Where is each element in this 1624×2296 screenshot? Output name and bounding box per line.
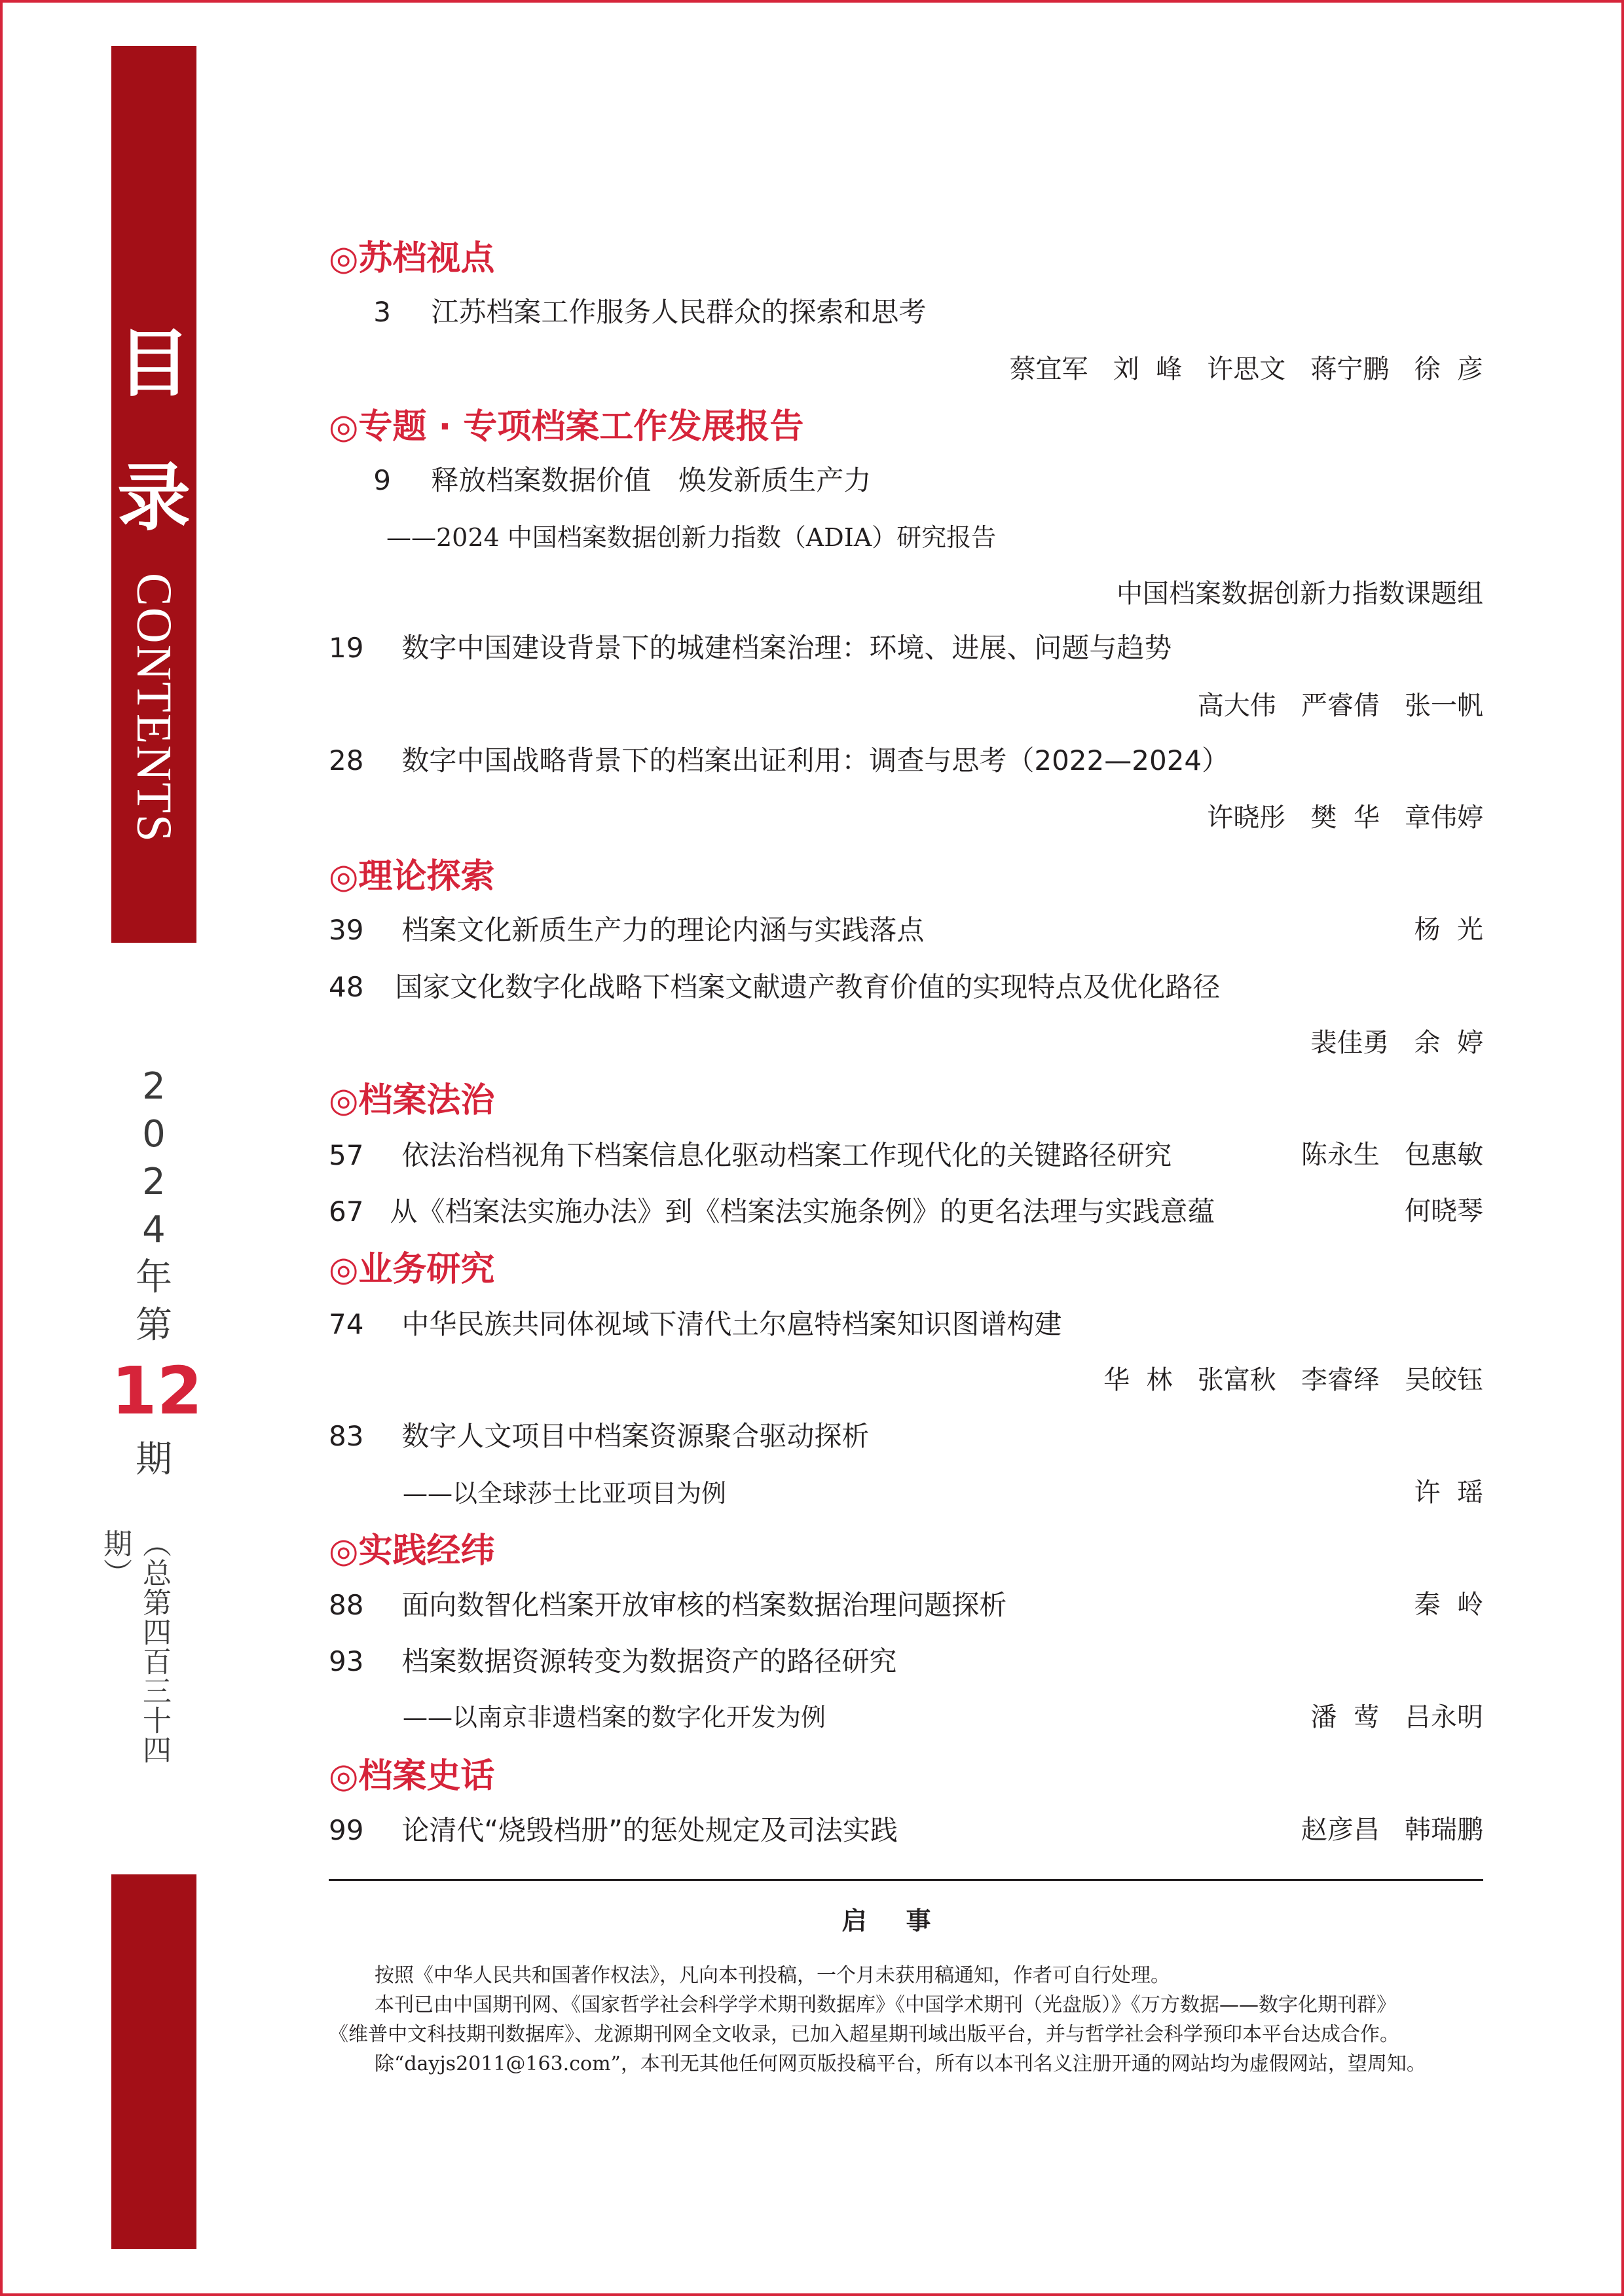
issue-number: 12 <box>111 1353 203 1429</box>
toc-entry[interactable] <box>329 1420 869 1453</box>
sidebar-red-bar-bottom <box>111 1874 196 2249</box>
notice-title: 启事 <box>841 1906 970 1935</box>
toc-entry[interactable] <box>329 464 871 497</box>
article-authors: 陈永生 包惠敏 <box>1301 1140 1483 1170</box>
toc-entry[interactable] <box>329 1645 896 1678</box>
notice-paragraph: 按照《中华人民共和国著作权法》，凡向本刊投稿，一个月未获用稿通知，作者可自行处理。 <box>375 1964 1170 1987</box>
notice-paragraph: 除“dayjs2011@163.com”，本刊无其他任何网页版投稿平台，所有以本刊名义注册开通的网站均为虚假网站，望周知。 <box>375 2052 1426 2075</box>
year-digit: 0 <box>142 1113 166 1156</box>
article-title: 国家文化数字化战略下档案文献遗产教育价值的实现特点及优化路径 <box>395 971 1221 1003</box>
article-title: 数字中国战略背景下的档案出证利用：调查与思考（2022—2024） <box>401 744 1230 776</box>
article-authors: 潘 莺 吕永明 <box>1310 1702 1483 1732</box>
sidebar-title-mu: 目 <box>117 321 191 407</box>
page-number: 39 <box>329 914 364 946</box>
article-title: 中华民族共同体视域下清代土尔扈特档案知识图谱构建 <box>401 1308 1062 1340</box>
article-authors: 蔡宜军 刘 峰 许思文 蒋宁鹏 徐 彦 <box>1009 354 1483 384</box>
page-number: 19 <box>329 632 364 664</box>
article-title: 档案数据资源转变为数据资产的路径研究 <box>401 1645 897 1677</box>
article-title: 数字中国建设背景下的城建档案治理：环境、进展、问题与趋势 <box>401 632 1172 664</box>
page-number: 57 <box>329 1139 364 1171</box>
issue-suffix: 期 <box>136 1438 172 1481</box>
page-number: 74 <box>329 1308 364 1340</box>
article-title: 依法治档视角下档案信息化驱动档案工作现代化的关键路径研究 <box>401 1139 1172 1171</box>
article-title: 论清代“烧毁档册”的惩处规定及司法实践 <box>401 1814 898 1846</box>
article-authors: 裴佳勇 余 婷 <box>1310 1028 1483 1058</box>
page-number: 28 <box>329 744 364 776</box>
notice-paragraph: 《维普中文科技期刊数据库》、龙源期刊网全文收录，已加入超星期刊域出版平台，并与哲学社会科学预印本平台达成合作。 <box>329 2023 1399 2046</box>
article-authors: 秦 岭 <box>1414 1590 1483 1620</box>
toc-entry[interactable] <box>329 1308 1061 1341</box>
sidebar-title-contents: CONTENTS <box>126 573 181 843</box>
issue-prefix: 第 <box>136 1304 172 1347</box>
article-authors: 中国档案数据创新力指数课题组 <box>1116 579 1483 609</box>
page-number: 83 <box>329 1420 364 1452</box>
article-authors: 华 林 张富秋 李睿绎 吴皎钰 <box>1103 1365 1483 1395</box>
article-subtitle: ——2024 中国档案数据创新力指数（ADIA）研究报告 <box>386 523 997 552</box>
toc-entry[interactable] <box>329 1589 1006 1622</box>
section-title: ◎档案法治 <box>329 1081 495 1120</box>
section-title: ◎理论探索 <box>329 857 495 896</box>
sidebar-title-lu: 录 <box>117 456 191 541</box>
section-title: ◎档案史话 <box>329 1757 495 1796</box>
article-authors: 许 瑶 <box>1414 1478 1483 1508</box>
year-char: 年 <box>136 1256 172 1299</box>
year-digit: 2 <box>142 1065 166 1108</box>
article-title: 数字人文项目中档案资源聚合驱动探析 <box>401 1420 870 1452</box>
article-title: 面向数智化档案开放审核的档案数据治理问题探析 <box>401 1589 1007 1621</box>
section-title: ◎苏档视点 <box>329 239 495 278</box>
toc-entry[interactable] <box>329 914 924 947</box>
article-subtitle: ——以南京非遗档案的数字化开发为例 <box>403 1703 826 1732</box>
toc-entry[interactable] <box>329 744 1229 777</box>
divider-rule <box>329 1879 1483 1881</box>
article-title: 释放档案数据价值 焕发新质生产力 <box>431 464 872 496</box>
toc-entry[interactable] <box>329 971 1220 1004</box>
toc-entry[interactable] <box>329 1195 1215 1228</box>
article-title: 从《档案法实施办法》到《档案法实施条例》的更名法理与实践意蕴 <box>390 1195 1215 1228</box>
page-number: 48 <box>329 971 364 1003</box>
page-number: 9 <box>373 464 391 496</box>
toc-entry[interactable] <box>329 296 926 329</box>
year-digit: 2 <box>142 1161 166 1203</box>
page-number: 93 <box>329 1645 364 1677</box>
toc-entry[interactable] <box>329 1814 898 1847</box>
article-subtitle: ——以全球莎士比亚项目为例 <box>403 1479 727 1508</box>
article-authors: 何晓琴 <box>1405 1196 1483 1226</box>
page-number: 99 <box>329 1814 364 1846</box>
article-authors: 许晓彤 樊 华 章伟婷 <box>1207 803 1483 833</box>
article-authors: 赵彦昌 韩瑞鹏 <box>1301 1815 1483 1845</box>
year-digit: 4 <box>142 1209 166 1251</box>
toc-entry[interactable] <box>329 632 1172 665</box>
total-issue: （总第四百三十四期） <box>98 1529 171 1764</box>
toc-entry[interactable] <box>329 1139 1172 1172</box>
notice-paragraph: 本刊已由中国期刊网、《国家哲学社会科学学术期刊数据库》《中国学术期刊（光盘版）》《万方数据——数字化期刊群》 <box>375 1994 1396 2016</box>
article-authors: 杨 光 <box>1414 915 1483 945</box>
section-title: ◎专题 · 专项档案工作发展报告 <box>329 407 804 446</box>
page-number: 3 <box>373 296 391 328</box>
page-number: 88 <box>329 1589 364 1621</box>
section-title: ◎实践经纬 <box>329 1531 495 1571</box>
page-number: 67 <box>329 1195 364 1228</box>
article-title: 江苏档案工作服务人民群众的探索和思考 <box>431 296 927 328</box>
section-title: ◎业务研究 <box>329 1250 495 1289</box>
article-title: 档案文化新质生产力的理论内涵与实践落点 <box>401 914 925 946</box>
article-authors: 高大伟 严睿倩 张一帆 <box>1197 691 1483 721</box>
